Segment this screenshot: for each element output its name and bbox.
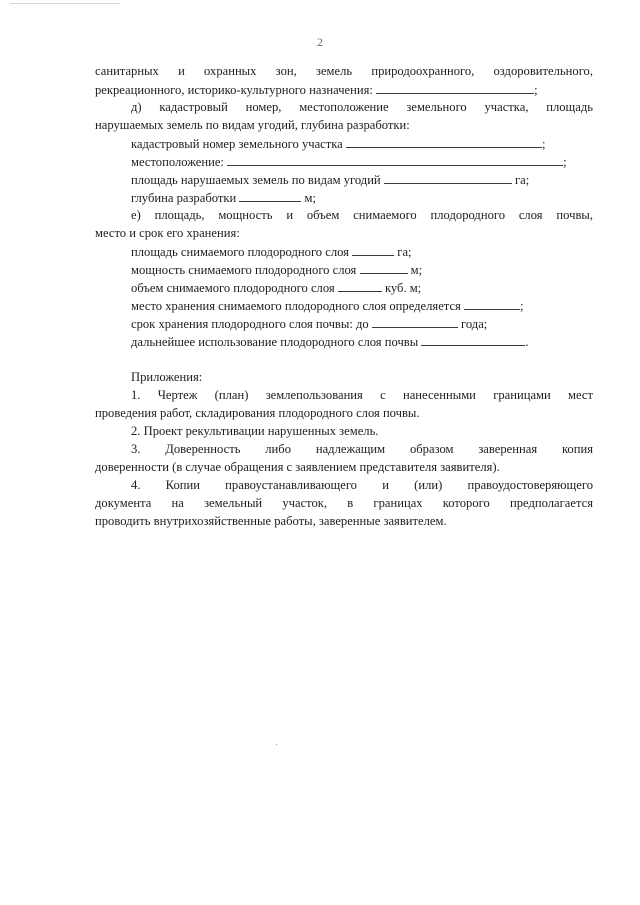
line-end: ;	[520, 299, 524, 313]
appendix-item: проведения работ, складирования плодородного слоя почвы.	[95, 406, 420, 420]
text-line	[131, 261, 422, 278]
page-number: 2	[317, 35, 323, 49]
scan-dot	[276, 744, 277, 745]
depth-blank	[239, 189, 301, 202]
storage-place-blank	[464, 297, 520, 310]
field-label: площадь снимаемого плодородного слоя	[131, 245, 349, 259]
text-line: место и срок его хранения:	[95, 226, 240, 240]
appendix-item: 3. Доверенность либо надлежащим образом заверенная копия	[131, 442, 593, 456]
field-label: местоположение:	[131, 155, 224, 169]
appendix-item: 2. Проект рекультивации нарушенных земель.	[131, 424, 379, 438]
field-label: глубина разработки	[131, 191, 237, 205]
cadastral-number-blank	[346, 135, 542, 148]
appendix-heading: Приложения:	[131, 370, 203, 384]
unit-label: м;	[410, 263, 423, 277]
text-line: нарушаемых земель по видам угодий, глубина разработки:	[95, 118, 410, 132]
line-end: .	[525, 335, 529, 349]
text-line	[131, 171, 529, 188]
soil-thickness-blank	[360, 261, 408, 274]
line-end: ;	[541, 137, 546, 151]
field-label: место хранения снимаемого плодородного слоя определяется	[131, 299, 461, 313]
text-line: д) кадастровый номер, местоположение земельного участка, площадь	[131, 100, 593, 114]
soil-area-blank	[352, 243, 394, 256]
line-end: ;	[534, 83, 538, 97]
field-label: объем снимаемого плодородного слоя	[131, 281, 335, 295]
further-use-blank	[421, 333, 525, 346]
appendix-item: доверенности (в случае обращения с заявлением представителя заявителя).	[95, 460, 500, 474]
text-line	[131, 153, 567, 170]
appendix-item: 4. Копии правоустанавливающего и (или) правоудостоверяющего	[131, 478, 593, 492]
area-blank	[384, 171, 512, 184]
scan-artifact	[10, 0, 120, 4]
field-label: мощность снимаемого плодородного слоя	[131, 263, 357, 277]
unit-label: м;	[304, 191, 316, 205]
line-end: ;	[563, 155, 567, 169]
text-line	[131, 243, 412, 260]
text-line	[131, 333, 529, 350]
unit-label: га;	[397, 245, 412, 259]
text-line	[95, 81, 538, 98]
text-line	[131, 279, 421, 296]
text-line-label: рекреационного, историко-культурного назначения:	[95, 83, 373, 97]
appendix-item: проводить внутрихозяйственные работы, заверенные заявителем.	[95, 514, 447, 528]
unit-label: года;	[461, 317, 488, 331]
storage-term-blank	[372, 315, 458, 328]
fill-in-blank	[376, 81, 534, 94]
field-label: площадь нарушаемых земель по видам угодий	[131, 173, 381, 187]
field-label: дальнейшее использование плодородного слоя почвы	[131, 335, 419, 349]
text-line: е) площадь, мощность и объем снимаемого плодородного слоя почвы,	[131, 208, 593, 222]
appendix-item: 1. Чертеж (план) землепользования с нанесенными границами мест	[131, 388, 593, 402]
text-line	[131, 189, 316, 206]
text-line: санитарных и охранных зон, земель природоохранного, оздоровительного,	[95, 64, 593, 78]
text-line	[131, 297, 524, 314]
field-label: кадастровый номер земельного участка	[131, 137, 343, 151]
field-label: срок хранения плодородного слоя почвы: до	[131, 317, 369, 331]
appendix-item: документа на земельный участок, в границах которого предполагается	[95, 496, 593, 510]
unit-label: куб. м;	[384, 281, 422, 295]
location-blank	[227, 153, 563, 166]
unit-label: га;	[515, 173, 530, 187]
soil-volume-blank	[338, 279, 382, 292]
text-line	[131, 315, 487, 332]
text-line	[131, 135, 545, 152]
